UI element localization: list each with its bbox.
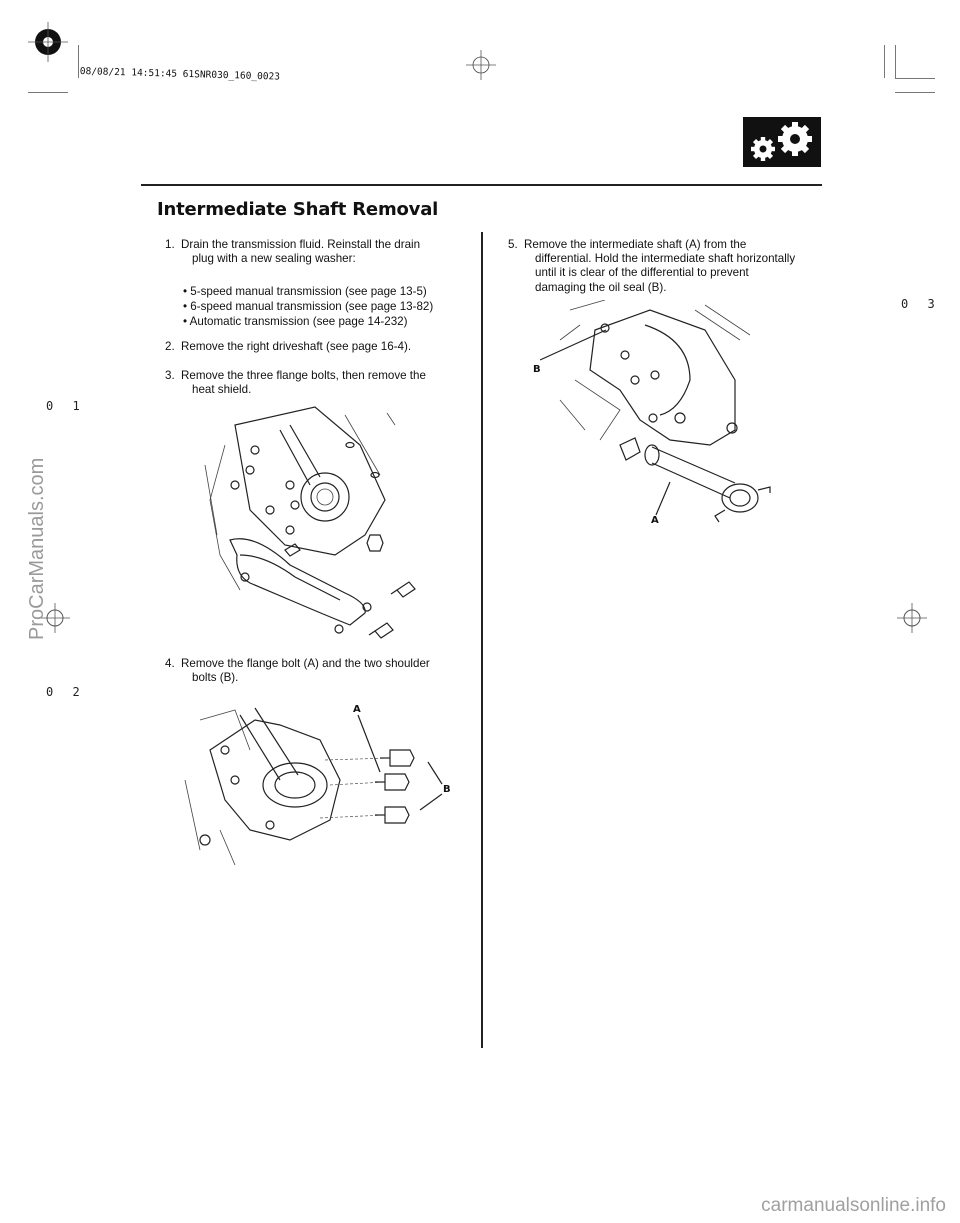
crosshair-right-icon	[897, 603, 927, 633]
step-4	[165, 657, 465, 685]
callout-b: B	[443, 784, 451, 795]
list-item: • 6-speed manual transmission (see page 13-82)	[183, 300, 434, 313]
step-1	[165, 238, 465, 266]
step-number: 3.	[165, 369, 175, 382]
watermark-left: ProCarManuals.com	[26, 457, 48, 640]
step-number: 1.	[165, 238, 175, 251]
step-5	[508, 238, 828, 295]
crop-mark	[895, 45, 896, 78]
crop-mark	[895, 78, 935, 79]
step-text: Remove the right driveshaft (see page 16-4).	[181, 340, 412, 353]
callout-b: B	[533, 364, 541, 375]
step-text: Remove the three flange bolts, then remove the	[181, 369, 426, 382]
step-text: Remove the flange bolt (A) and the two shoulder	[181, 657, 430, 670]
step-text: heat shield.	[192, 383, 252, 397]
header-rule	[141, 184, 822, 186]
step-text: plug with a new sealing washer:	[192, 252, 356, 266]
step-text: Remove the intermediate shaft (A) from the	[524, 238, 747, 251]
callout-a: A	[353, 704, 361, 715]
step-number: 2.	[165, 340, 175, 353]
heat-shield-illustration	[195, 405, 435, 645]
crop-mark	[895, 92, 935, 93]
crop-mark	[28, 92, 68, 93]
step-text: differential. Hold the intermediate shaft horizontally	[535, 252, 796, 266]
step-number: 5.	[508, 238, 518, 251]
step-2	[165, 340, 465, 354]
column-divider	[481, 232, 483, 1048]
transmission-list	[183, 284, 473, 329]
crosshair-top-icon	[466, 50, 496, 80]
step-text: damaging the oil seal (B).	[535, 280, 667, 294]
step-text: until it is clear of the differential to prevent	[535, 266, 749, 280]
step-text: bolts (B).	[192, 671, 239, 685]
page-title: Intermediate Shaft Removal	[157, 199, 439, 220]
crop-mark	[884, 45, 885, 78]
step-3	[165, 369, 465, 397]
flange-bolts-illustration	[180, 700, 460, 865]
side-code-left-1: 0 1	[46, 399, 86, 413]
side-code-left-2: 0 2	[46, 685, 86, 699]
gears-icon	[743, 117, 821, 167]
print-stamp: 08/08/21 14:51:45 61SNR030_160_0023	[79, 66, 281, 83]
step-number: 4.	[165, 657, 175, 670]
intermediate-shaft-illustration	[540, 300, 790, 530]
list-item: • Automatic transmission (see page 14-232)	[183, 315, 408, 328]
callout-a: A	[651, 515, 659, 526]
side-code-right: 0 3	[901, 297, 941, 311]
registration-target-icon	[28, 22, 68, 62]
step-text: Drain the transmission fluid. Reinstall the drain	[181, 238, 421, 251]
watermark-bottom: carmanualsonline.info	[761, 1195, 946, 1216]
list-item: • 5-speed manual transmission (see page 13-5)	[183, 285, 427, 298]
